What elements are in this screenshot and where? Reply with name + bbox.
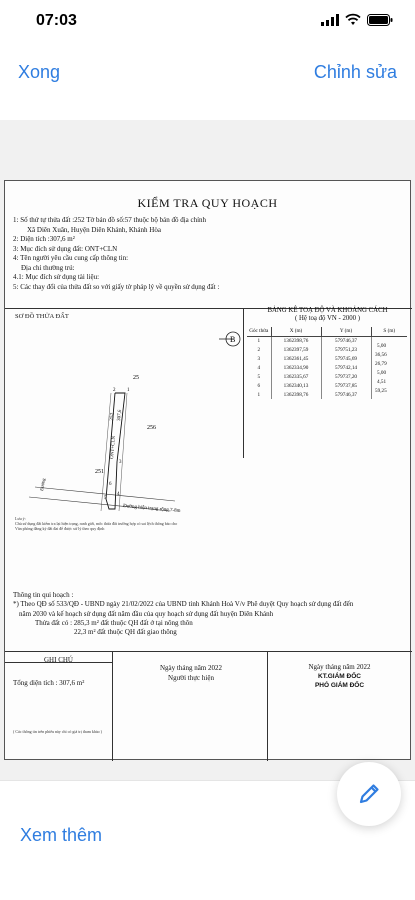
info-line: 1: Số thứ tự thửa đất :252 Tờ bản đồ số:57 thuộc bộ bản đồ địa chính [13,216,207,224]
info-line: 4.1: Mục đích sử dụng tài liệu: [13,273,100,281]
plan-line: *) Theo QĐ số 533/QĐ - UBND ngày 21/02/2022 của UBND tỉnh Khánh Hoà V/v Phê duyệt Quy hoạch sử dụng đất đến [13,600,354,609]
divider [243,308,244,458]
divider [112,651,113,761]
col-header: S (m) [371,327,407,336]
vertex-label: 6 [109,482,112,487]
sign-date: Ngày tháng năm 2022 [159,664,222,672]
signal-icon [321,14,339,26]
plan-line: 22,3 m² đất thuộc QH đất giao thông [74,628,177,637]
distance-value: 5,00 [377,343,387,349]
parcel-sketch-map [15,321,243,515]
north-arrow [219,332,240,346]
col-header: X (m) [271,327,321,336]
info-line: 3: Mục đích sử dụng đất: ONT+CLN [13,244,118,253]
notes [15,516,235,531]
cell: 1362398,76 [271,336,321,345]
plan-line: Thửa đất có : 285,3 m² đất thuộc QH đất ở tại nông thôn [35,618,193,627]
divider [5,651,412,652]
cell: 1362397,59 [271,345,321,354]
cell: 1362361,45 [271,354,321,363]
distance-value: 36,56 [375,352,387,358]
distance-value: 5,00 [377,370,387,376]
road-label: Đường hiện trạng rộng 7-8m [122,504,181,515]
pencil-icon [356,781,382,807]
signature-preparer [117,663,265,683]
vertex-label: 2 [113,388,116,393]
distance-value: 4,51 [377,379,387,385]
coord-title: BẢNG KÊ TOẠ ĐỘ VÀ KHOẢNG CÁCH [267,307,388,314]
cell: 6 [247,381,271,390]
coord-subtitle: ( Hệ toạ độ VN - 2000 ) [295,315,360,322]
parcel-number: 256 [147,425,156,431]
note-line: Chủ sử dụng đất kiểm tra lại hiện trạng, ranh giới, mốc thửa đất trường hợp có sai lệch thông báo cho [15,521,178,526]
cell: 5 [247,372,271,381]
cell: 1362398,76 [271,390,321,399]
parcel-number: 25 [133,375,139,381]
sign-role: KT.GIÁM ĐỐC [318,673,361,680]
notes-heading: GHI CHÚ [44,656,73,664]
cell: 1362335,67 [271,372,321,381]
cell: 579746,37 [321,336,371,345]
document-title: KIỂM TRA QUY HOẠCH [137,196,278,210]
info-line: Địa chỉ thường trú: [21,263,75,272]
info-line: 5: Các thay đổi của thửa đất so với giấy tờ pháp lý về quyền sử dụng đất : [13,282,220,291]
cell: 1 [247,336,271,345]
status-bar [0,0,415,44]
parcel-number: 252 [109,412,116,422]
edit-fab[interactable] [337,762,401,826]
battery-icon [367,14,393,26]
info-line: 4: Tên người yêu cầu cung cấp thông tin: [13,254,129,262]
parcel-number: 251 [95,469,104,475]
sign-role: PHÓ GIÁM ĐỐC [314,682,365,689]
edit-button[interactable]: Chỉnh sửa [313,62,397,82]
cell: 579751,23 [321,345,371,354]
distance-value: 59,25 [375,388,387,394]
plan-line: năm 2030 và kế hoạch sử dụng đất năm đầu của quy hoạch sử dụng đất huyện Diên Khánh [19,609,274,618]
neighbor-boundary [101,393,111,511]
cell: 1362340,13 [271,381,321,390]
done-button[interactable]: Xong [18,62,61,82]
note-line: Lưu ý: [15,516,26,521]
status-time: 07:03 [36,12,77,29]
total-area: Tổng diện tích : 307,6 m² [13,679,85,687]
cell: 3 [247,354,271,363]
cell: 2 [247,345,271,354]
sign-role: Người thực hiện [168,674,214,682]
wifi-icon [345,14,361,26]
parcel-area: 307,6 [117,409,123,422]
see-more-button[interactable]: Xem thêm [20,825,103,845]
note-line: Văn phòng đăng ký đất đai để được xử lý theo quy định [15,526,105,531]
planning-info [13,591,408,637]
cell: 579745,69 [321,354,371,363]
planning-document [4,180,411,760]
distance-value: 26,79 [375,361,387,367]
cell: 579742,14 [321,363,371,372]
vertex-label: 3 [119,460,122,465]
cell: 579737,20 [321,372,371,381]
info-line: Xã Diên Xuân, Huyện Diên Khánh, Khánh Hòa [27,225,161,234]
cell: 579737,85 [321,381,371,390]
info-line: 2: Diện tích :307,6 m² [13,235,75,243]
status-icons [321,14,393,26]
cell: 1362334,90 [271,363,321,372]
reference-note: ( Các thông tin trên phiếu này chỉ có giá trị tham khảo ) [13,729,102,734]
col-header: Góc thửa [247,327,271,336]
parcel-use: ONT+CLN [110,435,118,460]
cell: 4 [247,363,271,372]
top-nav [0,50,415,94]
north-arrow-label: B [230,335,236,344]
signature-director [267,663,412,690]
coord-table-title [245,307,410,323]
cell: 579746,37 [321,390,371,399]
road-label-short: Đường [39,477,47,492]
plan-heading: Thông tin qui hoạch : [13,591,74,599]
vertex-label: 4 [117,492,120,497]
col-header: Y (m) [321,327,371,336]
sign-date: Ngày tháng năm 2022 [308,663,371,671]
parcel-info [13,216,408,292]
cell: 1 [247,390,271,399]
vertex-label: 5 [104,496,107,501]
vertex-label: 1 [127,388,130,393]
sketch-label: SƠ ĐỒ THỬA ĐẤT [15,313,69,320]
table-header-row [247,327,407,336]
